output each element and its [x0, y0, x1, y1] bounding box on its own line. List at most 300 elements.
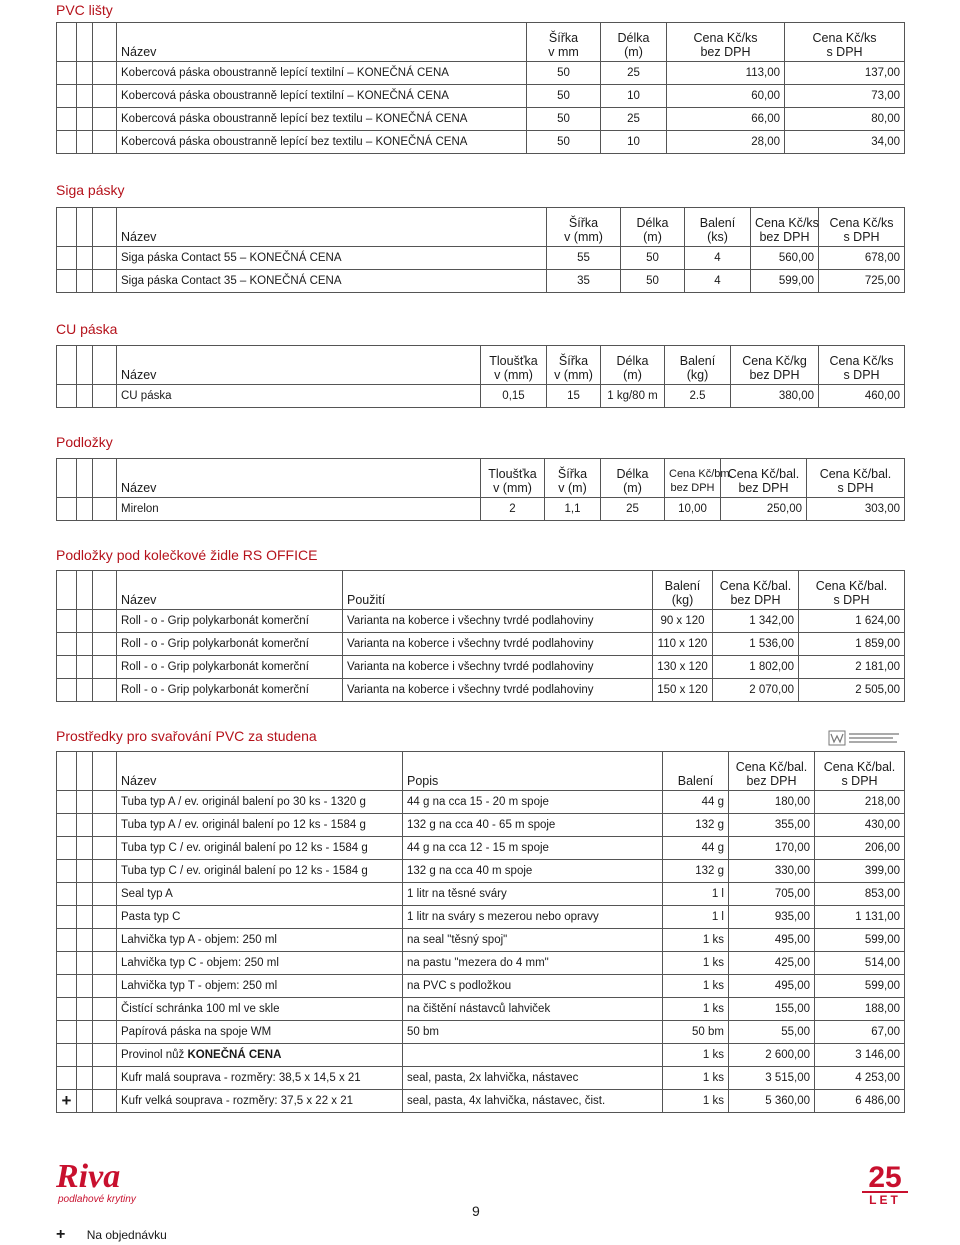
podlozky-table: [56, 458, 905, 521]
table-cell: 599,00: [815, 975, 905, 998]
table-cell: na čištění nástavců lahviček: [403, 998, 663, 1021]
table-cell: 50: [527, 108, 601, 131]
table-cell: 60,00: [667, 85, 785, 108]
item-name-cell: Lahvička typ T - objem: 250 ml: [117, 975, 403, 998]
table-row: [57, 1021, 905, 1044]
gutter-cell: [93, 1067, 117, 1090]
table-cell: Varianta na koberce i všechny tvrdé podlahoviny: [343, 656, 653, 679]
table-cell: Varianta na koberce i všechny tvrdé podlahoviny: [343, 633, 653, 656]
gutter-cell: [93, 633, 117, 656]
werner-muller-logo: [828, 730, 904, 746]
table-cell: 137,00: [785, 62, 905, 85]
cu-table: [56, 345, 905, 408]
table-cell: 2: [481, 498, 545, 521]
column-header: Šířka v mm: [527, 23, 601, 62]
table-cell: 1 ks: [663, 1090, 729, 1113]
gutter-cell: [93, 131, 117, 154]
table-cell: na seal "těsný spoj": [403, 929, 663, 952]
item-name-cell: Kobercová páska oboustranně lepící textilní – KONEČNÁ CENA: [117, 62, 527, 85]
table-cell: 1 ks: [663, 998, 729, 1021]
table-cell: 55,00: [729, 1021, 815, 1044]
table-cell: 4: [685, 247, 751, 270]
table-row: [57, 385, 905, 408]
table-row: [57, 498, 905, 521]
table-cell: 678,00: [819, 247, 905, 270]
item-name-cell: Roll - o - Grip polykarbonát komerční: [117, 610, 343, 633]
table-cell: 330,00: [729, 860, 815, 883]
gutter-cell: [57, 498, 77, 521]
gutter-cell: [77, 23, 93, 62]
table-row: [57, 998, 905, 1021]
table-cell: 44 g: [663, 837, 729, 860]
gutter-cell: [93, 1021, 117, 1044]
gutter-cell: [77, 814, 93, 837]
gutter-cell: [77, 837, 93, 860]
column-header: Použití: [343, 571, 653, 610]
table-cell: 2 505,00: [799, 679, 905, 702]
gutter-cell: [57, 1044, 77, 1067]
item-name-cell: Kobercová páska oboustranně lepící textilní – KONEČNÁ CENA: [117, 85, 527, 108]
table-cell: 425,00: [729, 952, 815, 975]
item-name-cell: Seal typ A: [117, 883, 403, 906]
gutter-cell: [57, 346, 77, 385]
gutter-cell: [77, 679, 93, 702]
gutter-cell: [93, 860, 117, 883]
table-cell: 2 600,00: [729, 1044, 815, 1067]
table-cell: 1 ks: [663, 1044, 729, 1067]
riva-logo: [56, 1160, 146, 1204]
table-cell: 10: [601, 85, 667, 108]
gutter-cell: [93, 679, 117, 702]
page-number: 9: [472, 1203, 480, 1219]
section-title-siga: Siga pásky: [56, 182, 125, 198]
anniversary-badge: [862, 1161, 908, 1207]
gutter-cell: [57, 633, 77, 656]
gutter-cell: [93, 85, 117, 108]
table-cell: 110 x 120: [653, 633, 713, 656]
table-cell: 188,00: [815, 998, 905, 1021]
table-cell: 1 ks: [663, 929, 729, 952]
gutter-cell: [57, 23, 77, 62]
gutter-cell: [93, 998, 117, 1021]
anniversary-number: 25: [868, 1161, 902, 1194]
table-row: [57, 791, 905, 814]
table-cell: [403, 1044, 663, 1067]
gutter-cell: [57, 108, 77, 131]
gutter-cell: [93, 385, 117, 408]
item-name-cell: Tuba typ A / ev. originál balení po 12 ks - 1584 g: [117, 814, 403, 837]
footnote-text: Na objednávku: [86, 1228, 167, 1242]
table-cell: 2 070,00: [713, 679, 799, 702]
gutter-cell: [57, 459, 77, 498]
table-cell: 28,00: [667, 131, 785, 154]
table-cell: 853,00: [815, 883, 905, 906]
column-header: Délka (m): [621, 208, 685, 247]
table-cell: 1 ks: [663, 952, 729, 975]
item-name-cell: Lahvička typ C - objem: 250 ml: [117, 952, 403, 975]
gutter-cell: [77, 656, 93, 679]
gutter-cell: [77, 998, 93, 1021]
gutter-cell: [93, 208, 117, 247]
gutter-cell: [57, 679, 77, 702]
column-header: Název: [117, 752, 403, 791]
table-cell: 180,00: [729, 791, 815, 814]
table-cell: 1 litr na těsné sváry: [403, 883, 663, 906]
table-cell: 10: [601, 131, 667, 154]
item-name-cell: Tuba typ C / ev. originál balení po 12 ks - 1584 g: [117, 837, 403, 860]
table-header-row: [57, 208, 905, 247]
table-cell: 4: [685, 270, 751, 293]
table-row: [57, 883, 905, 906]
table-header-row: [57, 752, 905, 791]
table-row: [57, 610, 905, 633]
column-header: Cena Kč/ks bez DPH: [751, 208, 819, 247]
gutter-cell: [77, 459, 93, 498]
table-row: [57, 85, 905, 108]
item-name-cell: CU páska: [117, 385, 481, 408]
table-cell: 599,00: [751, 270, 819, 293]
column-header: Šířka v (m): [545, 459, 601, 498]
item-name-cell: Siga páska Contact 35 – KONEČNÁ CENA: [117, 270, 547, 293]
item-name-cell: Kufr malá souprava - rozměry: 38,5 x 14,5 x 21: [117, 1067, 403, 1090]
table-header-row: [57, 459, 905, 498]
table-cell: na pastu "mezera do 4 mm": [403, 952, 663, 975]
riva-brand-sub: podlahové krytiny: [58, 1194, 136, 1205]
table-cell: 132 g na cca 40 - 65 m spoje: [403, 814, 663, 837]
table-cell: 1 ks: [663, 1067, 729, 1090]
table-row: [57, 1044, 905, 1067]
section-title-pvc: PVC lišty: [56, 2, 113, 18]
gutter-cell: [77, 906, 93, 929]
table-cell: 25: [601, 108, 667, 131]
table-cell: 50 bm: [663, 1021, 729, 1044]
column-header: Cena Kč/ks s DPH: [819, 208, 905, 247]
gutter-cell: [93, 952, 117, 975]
table-cell: 399,00: [815, 860, 905, 883]
table-cell: seal, pasta, 2x lahvička, nástavec: [403, 1067, 663, 1090]
table-cell: 25: [601, 498, 665, 521]
gutter-cell: [93, 270, 117, 293]
office-table: [56, 570, 905, 702]
table-cell: 1 859,00: [799, 633, 905, 656]
table-cell: 50 bm: [403, 1021, 663, 1044]
table-cell: 150 x 120: [653, 679, 713, 702]
column-header: Balení (ks): [685, 208, 751, 247]
gutter-cell: [77, 247, 93, 270]
riva-brand: Riva: [56, 1158, 121, 1195]
column-header: Popis: [403, 752, 663, 791]
table-cell: 132 g: [663, 814, 729, 837]
table-row: [57, 108, 905, 131]
gutter-cell: [77, 1067, 93, 1090]
table-cell: 67,00: [815, 1021, 905, 1044]
gutter-cell: [57, 247, 77, 270]
table-cell: 460,00: [819, 385, 905, 408]
column-header: Délka (m): [601, 23, 667, 62]
gutter-cell: [93, 247, 117, 270]
table-cell: Varianta na koberce i všechny tvrdé podlahoviny: [343, 610, 653, 633]
column-header: Šířka v (mm): [547, 208, 621, 247]
gutter-cell: [93, 1090, 117, 1113]
svarovani-table: [56, 751, 905, 1113]
table-cell: 1 kg/80 m: [601, 385, 665, 408]
pvc-table: [56, 22, 905, 154]
table-row: [57, 814, 905, 837]
column-header: Název: [117, 571, 343, 610]
gutter-cell: [57, 1021, 77, 1044]
gutter-cell: [77, 270, 93, 293]
table-cell: 170,00: [729, 837, 815, 860]
gutter-cell: [77, 752, 93, 791]
table-cell: 430,00: [815, 814, 905, 837]
gutter-cell: [93, 1044, 117, 1067]
column-header: Název: [117, 208, 547, 247]
column-header: Šířka v (mm): [547, 346, 601, 385]
gutter-cell: [77, 1021, 93, 1044]
gutter-cell: [57, 656, 77, 679]
table-cell: 250,00: [721, 498, 807, 521]
table-cell: 705,00: [729, 883, 815, 906]
table-row: [57, 906, 905, 929]
table-cell: 10,00: [665, 498, 721, 521]
gutter-cell: [77, 860, 93, 883]
item-name-cell: Kobercová páska oboustranně lepící bez textilu – KONEČNÁ CENA: [117, 108, 527, 131]
table-cell: 6 486,00: [815, 1090, 905, 1113]
table-cell: 935,00: [729, 906, 815, 929]
gutter-cell: [57, 952, 77, 975]
column-header: Cena Kč/bal. s DPH: [799, 571, 905, 610]
gutter-cell: [93, 906, 117, 929]
table-header-row: [57, 571, 905, 610]
table-cell: 90 x 120: [653, 610, 713, 633]
gutter-cell: [57, 385, 77, 408]
anniversary-text: LET: [862, 1191, 908, 1206]
table-row: [57, 929, 905, 952]
item-name-cell: Kufr velká souprava - rozměry: 37,5 x 22 x 21: [117, 1090, 403, 1113]
column-header: Cena Kč/kg bez DPH: [731, 346, 819, 385]
gutter-cell: [57, 208, 77, 247]
section-title-cu: CU páska: [56, 321, 118, 337]
item-name-cell: Tuba typ C / ev. originál balení po 12 ks - 1584 g: [117, 860, 403, 883]
table-cell: 1 l: [663, 883, 729, 906]
gutter-cell: [57, 814, 77, 837]
gutter-cell: [93, 656, 117, 679]
table-cell: 3 146,00: [815, 1044, 905, 1067]
table-cell: 50: [527, 62, 601, 85]
column-header: Název: [117, 459, 481, 498]
column-header: Cena Kč/bm. bez DPH: [665, 459, 721, 498]
table-cell: 44 g na cca 12 - 15 m spoje: [403, 837, 663, 860]
table-cell: 50: [621, 247, 685, 270]
gutter-cell: [77, 208, 93, 247]
table-cell: 55: [547, 247, 621, 270]
column-header: Cena Kč/ks s DPH: [819, 346, 905, 385]
table-cell: 1,1: [545, 498, 601, 521]
gutter-cell: [93, 108, 117, 131]
table-row: [57, 247, 905, 270]
gutter-cell: [77, 498, 93, 521]
table-cell: 3 515,00: [729, 1067, 815, 1090]
gutter-cell: [77, 791, 93, 814]
column-header: Balení: [663, 752, 729, 791]
column-header: Cena Kč/ks s DPH: [785, 23, 905, 62]
item-name-cell: Roll - o - Grip polykarbonát komerční: [117, 633, 343, 656]
table-cell: 725,00: [819, 270, 905, 293]
table-cell: 25: [601, 62, 667, 85]
table-cell: 34,00: [785, 131, 905, 154]
gutter-cell: [57, 62, 77, 85]
gutter-cell: [93, 459, 117, 498]
gutter-cell: [77, 610, 93, 633]
table-cell: 2.5: [665, 385, 731, 408]
table-cell: 206,00: [815, 837, 905, 860]
table-cell: 1 624,00: [799, 610, 905, 633]
table-cell: 73,00: [785, 85, 905, 108]
table-row: [57, 1090, 905, 1113]
table-cell: 1 litr na sváry s mezerou nebo opravy: [403, 906, 663, 929]
gutter-cell: [93, 791, 117, 814]
table-cell: 44 g na cca 15 - 20 m spoje: [403, 791, 663, 814]
table-row: [57, 837, 905, 860]
table-cell: 4 253,00: [815, 1067, 905, 1090]
table-row: [57, 270, 905, 293]
gutter-cell: [57, 1067, 77, 1090]
table-cell: Varianta na koberce i všechny tvrdé podlahoviny: [343, 679, 653, 702]
column-header: Název: [117, 23, 527, 62]
column-header: Délka (m): [601, 346, 665, 385]
column-header: Balení (kg): [653, 571, 713, 610]
table-cell: 1 131,00: [815, 906, 905, 929]
gutter-cell: [57, 270, 77, 293]
gutter-cell: [57, 752, 77, 791]
gutter-cell: [57, 131, 77, 154]
table-cell: 0,15: [481, 385, 547, 408]
gutter-cell: [57, 791, 77, 814]
table-header-row: [57, 23, 905, 62]
column-header: Cena Kč/bal. bez DPH: [721, 459, 807, 498]
section-title-office: Podložky pod kolečkové židle RS OFFICE: [56, 547, 318, 563]
gutter-cell: [77, 975, 93, 998]
item-name-cell: Mirelon: [117, 498, 481, 521]
table-cell: 113,00: [667, 62, 785, 85]
gutter-cell: [57, 837, 77, 860]
column-header: Tloušťka v (mm): [481, 346, 547, 385]
table-cell: 514,00: [815, 952, 905, 975]
item-name-cell: Siga páska Contact 55 – KONEČNÁ CENA: [117, 247, 547, 270]
gutter-cell: [93, 498, 117, 521]
column-header: Délka (m): [601, 459, 665, 498]
table-cell: 1 342,00: [713, 610, 799, 633]
table-row: [57, 656, 905, 679]
gutter-cell: [77, 385, 93, 408]
table-cell: 66,00: [667, 108, 785, 131]
table-cell: 495,00: [729, 929, 815, 952]
table-cell: 35: [547, 270, 621, 293]
gutter-cell: [77, 62, 93, 85]
table-cell: 50: [527, 131, 601, 154]
gutter-cell: [57, 571, 77, 610]
table-cell: 599,00: [815, 929, 905, 952]
column-header: Cena Kč/ks bez DPH: [667, 23, 785, 62]
table-cell: 1 536,00: [713, 633, 799, 656]
table-row: [57, 860, 905, 883]
item-name-cell: Roll - o - Grip polykarbonát komerční: [117, 656, 343, 679]
table-cell: na PVC s podložkou: [403, 975, 663, 998]
gutter-cell: [93, 610, 117, 633]
gutter-cell: [77, 346, 93, 385]
gutter-cell: [77, 929, 93, 952]
gutter-cell: [77, 131, 93, 154]
table-row: [57, 62, 905, 85]
item-name-cell: Provinol nůž KONEČNÁ CENA: [117, 1044, 403, 1067]
table-cell: 303,00: [807, 498, 905, 521]
gutter-cell: [57, 929, 77, 952]
table-cell: 155,00: [729, 998, 815, 1021]
gutter-cell: [57, 998, 77, 1021]
plus-icon: +: [56, 1226, 66, 1243]
table-row: [57, 131, 905, 154]
gutter-cell: [77, 952, 93, 975]
gutter-cell: [77, 108, 93, 131]
table-cell: 1 ks: [663, 975, 729, 998]
item-name-cell: Tuba typ A / ev. originál balení po 30 ks - 1320 g: [117, 791, 403, 814]
gutter-cell: [57, 883, 77, 906]
table-cell: 560,00: [751, 247, 819, 270]
siga-table: [56, 207, 905, 293]
table-cell: 495,00: [729, 975, 815, 998]
gutter-cell: [93, 929, 117, 952]
column-header: Cena Kč/bal. bez DPH: [729, 752, 815, 791]
gutter-cell: [57, 860, 77, 883]
table-row: [57, 679, 905, 702]
gutter-cell: [93, 571, 117, 610]
table-cell: 50: [621, 270, 685, 293]
table-cell: 44 g: [663, 791, 729, 814]
gutter-cell: [93, 883, 117, 906]
item-name-cell: Papírová páska na spoje WM: [117, 1021, 403, 1044]
gutter-cell: [77, 633, 93, 656]
item-name-cell: Kobercová páska oboustranně lepící bez textilu – KONEČNÁ CENA: [117, 131, 527, 154]
table-row: [57, 952, 905, 975]
table-cell: 132 g na cca 40 m spoje: [403, 860, 663, 883]
gutter-cell: [57, 85, 77, 108]
table-cell: 1 l: [663, 906, 729, 929]
plus-icon: +: [61, 1091, 72, 1110]
column-header: Cena Kč/bal. s DPH: [815, 752, 905, 791]
gutter-cell: [77, 85, 93, 108]
gutter-cell: [57, 610, 77, 633]
column-header: Tloušťka v (mm): [481, 459, 545, 498]
table-cell: 50: [527, 85, 601, 108]
column-header: Cena Kč/bal. bez DPH: [713, 571, 799, 610]
item-name-cell: Roll - o - Grip polykarbonát komerční: [117, 679, 343, 702]
table-cell: 80,00: [785, 108, 905, 131]
gutter-cell: [93, 975, 117, 998]
gutter-cell: [93, 23, 117, 62]
table-header-row: [57, 346, 905, 385]
gutter-cell: [93, 346, 117, 385]
section-title-svarovani: Prostředky pro svařování PVC za studena: [56, 728, 317, 744]
gutter-cell: [93, 62, 117, 85]
table-cell: seal, pasta, 4x lahvička, nástavec, čist.: [403, 1090, 663, 1113]
table-cell: 132 g: [663, 860, 729, 883]
item-name-cell: Čistící schránka 100 ml ve skle: [117, 998, 403, 1021]
gutter-cell: [93, 837, 117, 860]
gutter-cell: [77, 883, 93, 906]
gutter-cell: [57, 975, 77, 998]
table-cell: 5 360,00: [729, 1090, 815, 1113]
gutter-cell: [93, 814, 117, 837]
